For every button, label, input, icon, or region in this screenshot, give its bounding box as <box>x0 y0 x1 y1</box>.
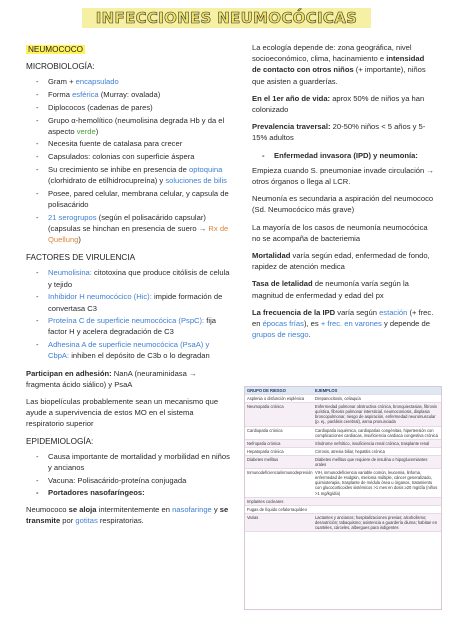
adhesion-paragraph: Participan en adhesión: NanA (neuraminidasa → fragmenta ácido siálico) y PsaA <box>26 368 197 389</box>
virulence-list <box>26 267 232 361</box>
colonization-paragraph: Neumococo se aloja intermitentemente en nasofaringe y se transmite por gotitas respiratorias. <box>26 504 229 525</box>
table-row: Varias Lactantes y ancianos; hospitalizaciones previas; alcoholismo; desnutrición; tabaquismo; asistencia a guardería diurna; habitan en cuarteles, cárceles, albergues para indigentes <box>245 514 441 532</box>
table-row: Fugas de líquido cefalorraquídeo <box>245 506 441 514</box>
list-item: - Su crecimiento se inhibe en presencia de optoquina (clorhidrato de etilhidrocupreína) y soluciones de bilis <box>38 164 232 186</box>
table-row: Hepatopatía crónica Cirrosis, atresia biliar, hepatitis crónica <box>245 448 441 456</box>
list-item: - Inhibidor H neumocócico (Hic): impide formación de convertasa C3 <box>38 291 232 313</box>
table-row: Cardiopatía crónica Cardiopatía isquémica, cardiopatías congénitas, hipertensión con complicaciones cardiacas, insuficiencia cardiaca congestiva crónica <box>245 427 441 440</box>
frequency-paragraph: La frecuencia de la IPD varía según estación (+ frec. en épocas frías), es + frec. en varones y depende de grupos de riesgo. <box>252 307 434 340</box>
right-column <box>252 42 435 346</box>
list-item: - Adhesina A de superficie neumocócica (PsaA) y CbpA: inhiben el depósito de C3b o lo degradan <box>38 339 232 361</box>
risk-groups-table <box>244 386 442 610</box>
prevalence-paragraph: Prevalencia traversal: 20-50% niños < 5 años y 5-15% adultos <box>252 122 426 143</box>
biopeliculas-paragraph: Las biopelículas probablemente sean un mecanismo que ayude a supervivencia de estos MO en el sistema respiratorio superior <box>26 396 219 429</box>
table-row: Asplenia o disfunción esplénica Drepanocitosis, celiaquía <box>245 395 441 403</box>
first-year-paragraph: En el 1er año de vida: aprox 50% de niños ya han colonizado <box>252 93 425 115</box>
invasion-paragraph: Empieza cuando S. pneumoniae invade circulación → otros órganos o llega al LCR. <box>252 165 434 187</box>
list-item: - Causa importante de mortalidad y morbilidad en niños y ancianos <box>38 451 232 473</box>
list-item: - Vacuna: Polisacárido-proteína conjugada <box>38 475 232 486</box>
list-item: - Forma esférica (Murray: ovalada) <box>38 89 232 100</box>
micro-list <box>26 76 232 245</box>
table-row: Implantes cocleares <box>245 498 441 506</box>
table-header: GRUPO DE RIESGO EJEMPLOS <box>245 387 441 395</box>
table-row: Diabetes mellitus Diabetes mellitus que requiere de insulina o hipoglucemiantes orales <box>245 456 441 469</box>
table-row: Neumopatía crónica Enfermedad pulmonar obstructiva crónica, bronquiectasias, fibrosis quística, fibrosis pulmonar intersticial, neumoconiosis, displasia broncopulmonar, riesgo de aspiración, enfermedad neuromuscular (p. ej., parálisis cerebral), asma pronunciada <box>245 403 441 426</box>
ecology-paragraph: La ecología depende de: zona geográfica, nivel socioeconómico, clima, hacinamiento e intensidad de contacto con otros niños (+ importante), niños que asisten a guarderías. <box>252 43 426 86</box>
heading-epidemiologia: EPIDEMIOLOGÍA: <box>26 436 94 446</box>
list-item: - Gram + encapsulado <box>38 76 232 87</box>
title-banner <box>0 8 453 28</box>
heading-microbiologia: MICROBIOLOGÍA: <box>26 62 95 72</box>
list-item: - Grupo α-hemolítico (neumolisina degrada Hb y da el aspecto verde) <box>38 115 232 137</box>
list-item: - Neumolisina: citotoxina que produce citólisis de celula y tejido <box>38 267 232 289</box>
list-item: - Diplococos (cadenas de pares) <box>38 102 232 113</box>
list-item: - Portadores nasofaríngeos: <box>38 487 232 498</box>
list-item: - Necesita fuente de catalasa para crecer <box>38 138 232 149</box>
heading-virulencia: FACTORES DE VIRULENCIA <box>26 253 136 263</box>
lethality-paragraph: Tasa de letalidad de neumonía varía según la magnitud de enfermedad y edad del px <box>252 279 409 300</box>
bacteremia-paragraph: La mayoría de los casos de neumonía neumocócica no se acompaña de bacteriemia <box>252 222 428 243</box>
list-item: - Proteína C de superficie neumocócica (PspC): fija factor H y acelera degradación de C3 <box>38 315 232 337</box>
list-item: - Capsulados: colonias con superficie áspera <box>38 151 232 162</box>
table-row: Inmunodeficiencia/inmunodepresión VIH, inmunodeficiencia variable común, leucemia, linfoma, enfermedad de Hodgkin, mieloma múltiple, cáncer generalizado, quimioterapia, trasplante de médula ósea u órganos, tratamiento con glucocorticoides sistémicos >1 mes en dosis ≥20 mg/día (niños >1 mg/kg/día) <box>245 469 441 497</box>
ipd-list <box>252 150 435 161</box>
table-row: Nefropatía crónica Síndrome nefrótico, insuficiencia renal crónica, trasplante renal <box>245 440 441 448</box>
pneumonia-paragraph: Neumonía es secundaria a aspiración del neumococo (Sd. Neumocócico más grave) <box>252 194 434 215</box>
section-neumococo: NEUMOCOCO <box>28 45 84 54</box>
left-column <box>26 42 232 532</box>
epi-list <box>26 451 232 499</box>
list-item: - 21 serogrupos (según el polisacárido capsular) (capsulas se hinchan en presencia de suero → Rx de Quellung) <box>38 212 232 246</box>
list-item: - Enfermedad invasora (IPD) y neumonía: <box>264 150 435 161</box>
mortality-paragraph: Mortalidad varía según edad, enfermedad de fondo, rapidez de atención medica <box>252 251 430 272</box>
page-title: INFECCIONES NEUMOCÓCICAS <box>82 8 371 28</box>
list-item: - Posee, pared celular, membrana celular, y capsula de polisacárido <box>38 188 232 210</box>
